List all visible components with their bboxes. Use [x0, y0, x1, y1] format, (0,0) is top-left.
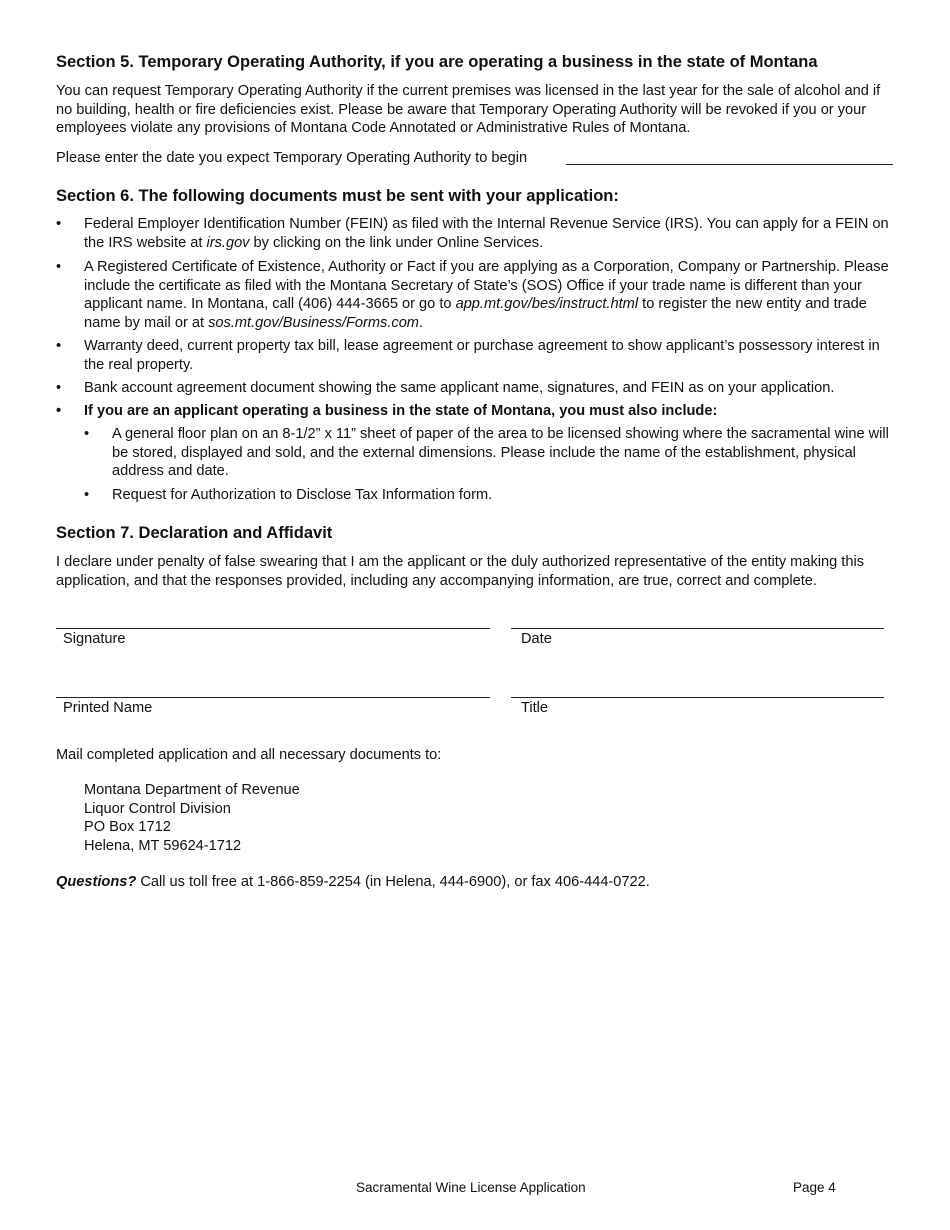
sub-bullet-2: •	[84, 487, 90, 503]
toa-date-prompt: Please enter the date you expect Temporary Operating Authority to begin	[56, 150, 528, 166]
sub-bullet-1: •	[84, 426, 90, 442]
printed-name-field[interactable]	[56, 697, 490, 698]
address-line-1: Montana Department of Revenue	[84, 782, 300, 798]
bullet-1: •	[56, 216, 62, 232]
sos-forms-link: sos.mt.gov/Business/Forms.com	[208, 315, 419, 332]
section5-paragraph: You can request Temporary Operating Authority if the current premises was licensed in the last year for the sale of alcohol and if no building, health or fire deficiencies exist. Please be aware that Temporary Operating Authority will be revoked if you or your employees violate any provisions of Montana Code Annotated or Administrative Rules of Montana.	[56, 83, 881, 137]
title-label: Title	[521, 700, 549, 716]
doc-item-montana: If you are an applicant operating a business in the state of Montana, you must also include:	[84, 403, 718, 419]
questions-text: Call us toll free at 1-866-859-2254 (in Helena, 444-6900), or fax 406-444-0722.	[136, 874, 650, 890]
doc-item-bank: Bank account agreement document showing the same applicant name, signatures, and FEIN as on your application.	[84, 380, 835, 396]
bes-instruct-link: app.mt.gov/bes/instruct.html	[455, 296, 639, 313]
section5-heading: Section 5. Temporary Operating Authority, if you are operating a business in the state of Montana	[56, 53, 818, 71]
signature-field[interactable]	[56, 628, 490, 629]
doc-item-fein-text-a: Federal Employer Identification Number (FEIN) as filed with the Internal Revenue Service (IRS). You can apply for a FEIN on the IRS website at	[84, 216, 889, 251]
footer-page-number: Page 4	[793, 1180, 836, 1195]
bullet-2: •	[56, 259, 62, 275]
mailing-address	[84, 781, 300, 856]
section7-heading: Section 7. Declaration and Affidavit	[56, 524, 333, 542]
doc-item-certificate-text-a: A Registered Certificate of Existence, Authority or Fact if you are applying as a Corporation, Company or Partnership. Please include the certificate as filed with the Montana Secretary of State’s (SOS) Office if your trade name is different than your applicant name. In Montana, call (406) 444-3665 or go to	[84, 259, 889, 313]
address-line-4: Helena, MT 59624-1712	[84, 838, 242, 855]
bullet-3: •	[56, 338, 62, 354]
footer-title: Sacramental Wine License Application	[356, 1180, 586, 1195]
date-field[interactable]	[511, 628, 884, 629]
questions-label: Questions?	[56, 874, 137, 890]
irs-link: irs.gov	[206, 234, 250, 251]
printed-name-label: Printed Name	[63, 700, 153, 716]
doc-item-certificate-text-b: to register the new entity and trade name by mail or at	[84, 296, 867, 332]
questions-line	[56, 873, 898, 892]
mail-intro: Mail completed application and all necessary documents to:	[56, 747, 442, 763]
doc-subitem-floor-plan: A general floor plan on an 8-1/2” x 11” sheet of paper of the area to be licensed showing where the sacramental wine will be stored, displayed and sold, and the external dimensions. Please include the name of the establishment, physical address and date.	[112, 426, 889, 480]
doc-subitem-tax-form: Request for Authorization to Disclose Tax Information form.	[112, 487, 493, 503]
address-line-2: Liquor Control Division	[84, 800, 231, 817]
toa-date-field[interactable]	[566, 164, 893, 165]
section6-heading: Section 6. The following documents must be sent with your application:	[56, 187, 619, 205]
section7-paragraph: I declare under penalty of false swearing that I am the applicant or the duly authorized representative of the entity making this application, and that the responses provided, including any accompanying information, are true, correct and complete.	[56, 554, 864, 589]
doc-item-fein-text-b: by clicking on the link under Online Services.	[249, 234, 544, 251]
doc-item-certificate-text-c: .	[418, 315, 424, 332]
date-label: Date	[521, 631, 552, 647]
signature-label: Signature	[63, 631, 126, 647]
doc-item-certificate	[84, 258, 898, 333]
bullet-4: •	[56, 380, 62, 396]
address-line-3: PO Box 1712	[84, 819, 171, 836]
title-field[interactable]	[511, 697, 884, 698]
doc-item-fein	[84, 215, 898, 252]
doc-item-deed: Warranty deed, current property tax bill, lease agreement or purchase agreement to show applicant’s possessory interest in the real property.	[84, 338, 880, 373]
bullet-5: •	[56, 403, 62, 419]
